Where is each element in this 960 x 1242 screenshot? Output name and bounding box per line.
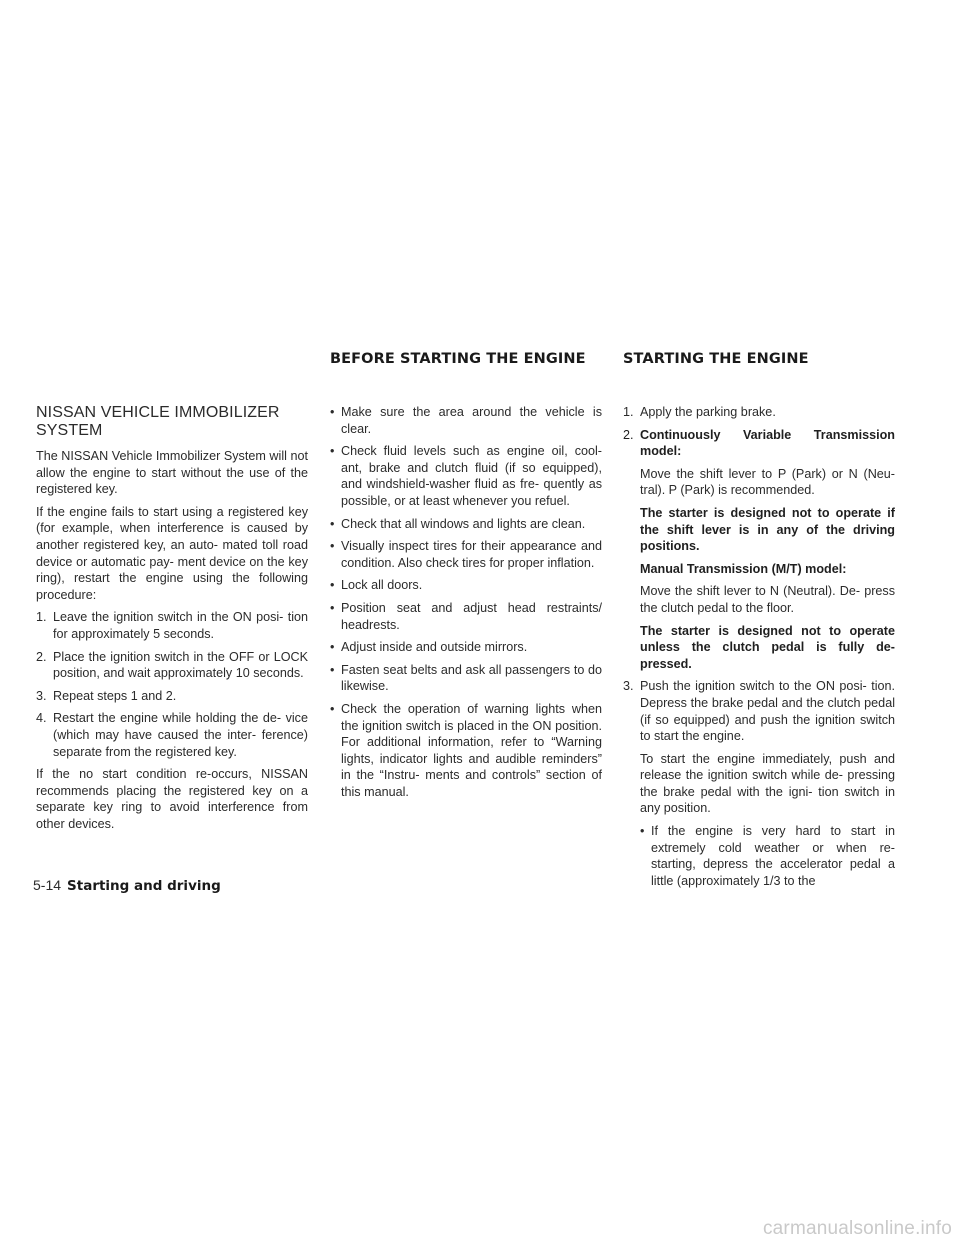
step-number: 2.	[36, 649, 47, 664]
mt-instruction: Move the shift lever to N (Neutral). De- press the clutch pedal to the floor.	[640, 584, 895, 615]
start-step-2-cvt-title	[623, 427, 895, 460]
bullet: •	[330, 539, 335, 554]
checklist-item	[330, 538, 602, 571]
checklist-item	[330, 701, 602, 801]
step-number: 1.	[623, 405, 634, 419]
checklist-text: Check that all windows and lights are clean.	[341, 516, 586, 531]
checklist-text: Position seat and adjust head restraints/ headrests.	[341, 600, 602, 632]
immediate-start-instruction: To start the engine immediately, push and release the ignition switch while de- pressing the brake pedal with the igni- tion switch in any position.	[640, 751, 895, 816]
cold-start-bullet	[623, 823, 895, 889]
immobilizer-intro: The NISSAN Vehicle Immobilizer System will not allow the engine to start without the use of the registered key.	[36, 449, 308, 497]
bullet: •	[640, 824, 645, 839]
checklist-item	[330, 662, 602, 695]
column-before-starting	[330, 404, 602, 806]
checklist-item	[330, 516, 602, 533]
checklist-text: Fasten seat belts and ask all passengers to do likewise.	[341, 662, 602, 694]
procedure-step	[36, 649, 308, 682]
column-immobilizer	[36, 404, 308, 838]
page-number: 5-14	[33, 877, 62, 893]
step-number: 1.	[36, 610, 47, 625]
bullet: •	[330, 578, 335, 593]
step-text: Place the ignition switch in the OFF or LOCK position, and wait approximately 10 seconds.	[53, 649, 308, 681]
step-text: Leave the ignition switch in the ON posi- tion for approximately 5 seconds.	[53, 610, 308, 641]
step-text: Apply the parking brake.	[640, 405, 776, 419]
checklist-item	[330, 600, 602, 633]
procedure-step	[36, 688, 308, 705]
checklist-item	[330, 577, 602, 594]
page-footer	[33, 877, 221, 894]
bullet: •	[330, 405, 335, 419]
step-number: 2.	[623, 427, 634, 442]
bullet: •	[330, 516, 335, 531]
bullet: •	[330, 701, 335, 716]
step-text: Restart the engine while holding the de- vice (which may have caused the inter- ference) separate from the registered key.	[53, 711, 308, 759]
procedure-step	[36, 710, 308, 760]
mt-warning: The starter is designed not to operate unless the clutch pedal is fully de- pressed.	[640, 623, 895, 671]
start-step-3	[623, 678, 895, 744]
bullet: •	[330, 662, 335, 677]
checklist-item	[330, 639, 602, 656]
step-title: Continuously Variable Transmission model:	[640, 427, 895, 459]
section-header-before-starting: BEFORE STARTING THE ENGINE	[330, 351, 586, 367]
checklist-text: Lock all doors.	[341, 578, 423, 593]
section-header-starting: STARTING THE ENGINE	[623, 351, 809, 367]
checklist-text: Adjust inside and outside mirrors.	[341, 640, 528, 655]
step-number: 3.	[36, 688, 47, 703]
immobilizer-fail-paragraph: If the engine fails to start using a registered key (for example, when interference is caused by another registered key, an auto- mated toll road device or automatic pay- ment device on the key ring), restart the engine using the following procedure:	[36, 504, 308, 602]
checklist-item	[330, 443, 602, 509]
step-number: 4.	[36, 711, 47, 726]
step-number: 3.	[623, 679, 634, 694]
immobilizer-heading-line1: NISSAN VEHICLE IMMOBILIZER	[36, 404, 280, 421]
column-starting-engine	[623, 404, 895, 895]
cvt-warning: The starter is designed not to operate if the shift lever is in any of the driving positions.	[640, 505, 895, 554]
start-step-1	[623, 404, 895, 421]
watermark: carmanualsonline.info	[762, 1218, 952, 1239]
footer-section-title: Starting and driving	[67, 878, 221, 894]
immobilizer-heading-line2: SYSTEM	[36, 422, 103, 439]
cvt-instruction: Move the shift lever to P (Park) or N (Neu- tral). P (Park) is recommended.	[640, 466, 895, 498]
checklist-text: Check the operation of warning lights when the ignition switch is placed in the ON position. For additional information, refer to “Warning lights, indicator lights and audible reminders” in the “Instru- ments and controls” section of this manual.	[341, 701, 602, 799]
checklist-text: Check fluid levels such as engine oil, cool- ant, brake and clutch fluid (if so equipped), and windshield-washer fluid as fre- quently as possible, or at least whenever you refuel.	[341, 444, 602, 508]
checklist-text: Make sure the area around the vehicle is clear.	[341, 405, 602, 436]
checklist-item	[330, 404, 602, 437]
immobilizer-recommendation: If the no start condition re-occurs, NISSAN recommends placing the registered key on a separate key ring to avoid interference from other devices.	[36, 767, 308, 831]
immobilizer-heading	[36, 404, 308, 440]
mt-title: Manual Transmission (M/T) model:	[640, 561, 847, 576]
bullet: •	[330, 640, 335, 655]
step-text: Repeat steps 1 and 2.	[53, 688, 177, 703]
step-text: Push the ignition switch to the ON posi- tion. Depress the brake pedal and the clutch pedal (if so equipped) and push the ignition switch to start the engine.	[640, 679, 895, 744]
checklist-text: Visually inspect tires for their appearance and condition. Also check tires for proper inflation.	[341, 539, 602, 570]
procedure-step	[36, 609, 308, 642]
cold-start-text: If the engine is very hard to start in extremely cold weather or when re- starting, depress the accelerator pedal a little (approximately 1/3 to the	[651, 824, 895, 888]
bullet: •	[330, 600, 335, 615]
bullet: •	[330, 444, 335, 459]
